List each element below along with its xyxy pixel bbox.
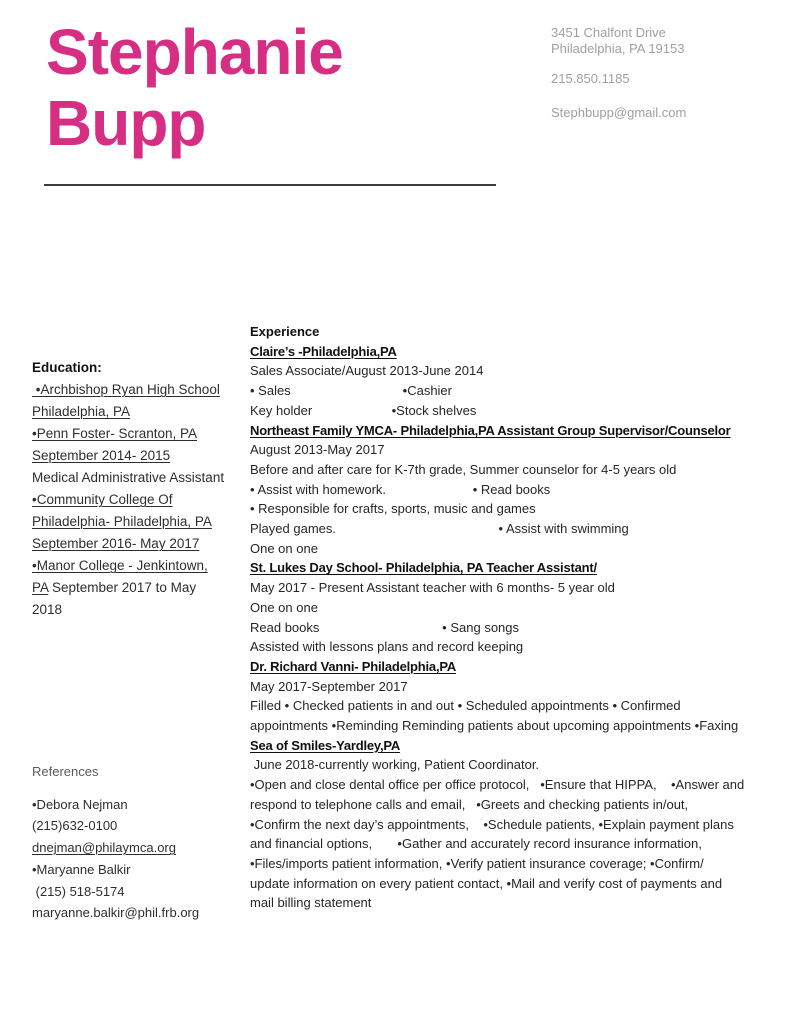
job-line: August 2013-May 2017 [250,442,385,458]
job-line: •Files/imports patient information, •Verify patient insurance coverage; •Confirm/ [250,855,704,871]
job-line: respond to telephone calls and email, •Greets and checking patients in/out, [250,796,689,812]
job-line: Sales Associate/August 2013-June 2014 [250,363,484,379]
education-line [32,555,224,577]
education-line [32,533,224,555]
education-heading: Education: [32,360,102,375]
education-line [32,599,224,621]
education-text: September 2017 to May [48,580,197,595]
education-text: September 2016- May 2017 [32,536,200,551]
job-line: update information on every patient contact, •Mail and verify cost of payments and [250,875,723,891]
education-line [32,401,224,423]
name-line-first: Stephanie [46,16,343,88]
experience-jobs [250,342,744,913]
education-text: •Manor College - Jenkintown, [32,558,208,573]
reference-name: •Debora Nejman [32,796,128,812]
job-line: mail billing statement [250,895,372,911]
experience-job [250,657,744,736]
experience-section [250,322,744,913]
education-text: Medical Administrative Assistant [32,470,225,485]
education-text: PA [32,580,49,595]
job-line: Read books • Sang songs [250,619,520,635]
education-line [32,489,224,511]
reference-entry [32,859,199,924]
job-line: Before and after care for K-7th grade, Summer counselor for 4-5 years old [250,461,677,477]
reference-email: maryanne.balkir@phil.frb.org [32,905,200,921]
reference-name: •Maryanne Balkir [32,861,131,877]
job-line: Assisted with lessons plans and record keeping [250,639,524,655]
name-line-last: Bupp [46,87,206,159]
job-line: Key holder •Stock shelves [250,402,477,418]
contact-block [551,25,686,121]
education-text: 2018 [32,602,63,617]
job-line: •Confirm the next day’s appointments, •Schedule patients, •Explain payment plans [250,816,734,832]
job-line: One on one [250,540,318,556]
job-title: Sea of Smiles-Yardley,PA [250,737,401,753]
education-text: •Community College Of [32,492,173,507]
person-name [46,17,343,159]
job-line: Played games. • Assist with swimming [250,521,629,537]
header-divider-line [44,184,496,186]
contact-email: Stephbupp@gmail.com [551,105,687,120]
job-line: June 2018-currently working, Patient Coordinator. [250,757,540,773]
job-line: • Responsible for crafts, sports, music and games [250,501,536,517]
contact-address-line1: 3451 Chalfont Drive [551,25,666,40]
education-text: September 2014- 2015 [32,448,171,463]
experience-job [250,342,744,421]
education-line [32,577,224,599]
contact-phone: 215.850.1185 [551,71,630,86]
reference-entries [32,794,199,924]
experience-job [250,421,744,559]
job-line: May 2017-September 2017 [250,678,408,694]
education-line [32,445,224,467]
education-line [32,467,224,489]
education-line [32,511,224,533]
job-line: •Open and close dental office per office protocol, •Ensure that HIPPA, •Answer and [250,777,745,793]
education-text: •Archbishop Ryan High School [32,382,220,397]
job-line: • Sales •Cashier [250,383,452,399]
job-line: appointments •Reminding Reminding patients about upcoming appointments •Faxing [250,718,739,734]
contact-address-line2: Philadelphia, PA 19153 [551,41,685,56]
reference-entry [32,794,199,859]
education-line [32,379,224,401]
education-section [32,357,224,621]
education-lines [32,379,224,621]
education-line [32,423,224,445]
education-text: •Penn Foster- Scranton, PA [32,426,198,441]
education-text: Philadelphia, PA [32,404,131,419]
job-title: St. Lukes Day School- Philadelphia, PA Teacher Assistant/ [250,560,597,576]
education-text: Philadelphia- Philadelphia, PA [32,514,212,529]
job-line: and financial options, •Gather and accurately record insurance information, [250,836,702,852]
job-title: Claire’s -Philadelphia,PA [250,343,397,359]
experience-job [250,558,744,657]
reference-phone: (215) 518-5174 [32,883,125,899]
references-heading: References [32,764,99,779]
reference-email: dnejman@philaymca.org [32,840,176,856]
job-line: • Assist with homework. • Read books [250,481,551,497]
job-line: One on one [250,599,318,615]
job-title: Northeast Family YMCA- Philadelphia,PA Assistant Group Supervisor/Counselor [250,422,731,438]
references-section [32,761,199,924]
experience-heading: Experience [250,324,320,339]
experience-job [250,736,744,913]
job-line: Filled • Checked patients in and out • Scheduled appointments • Confirmed [250,698,681,714]
job-title: Dr. Richard Vanni- Philadelphia,PA [250,658,457,674]
job-line: May 2017 - Present Assistant teacher with 6 months- 5 year old [250,580,615,596]
reference-phone: (215)632-0100 [32,818,118,834]
